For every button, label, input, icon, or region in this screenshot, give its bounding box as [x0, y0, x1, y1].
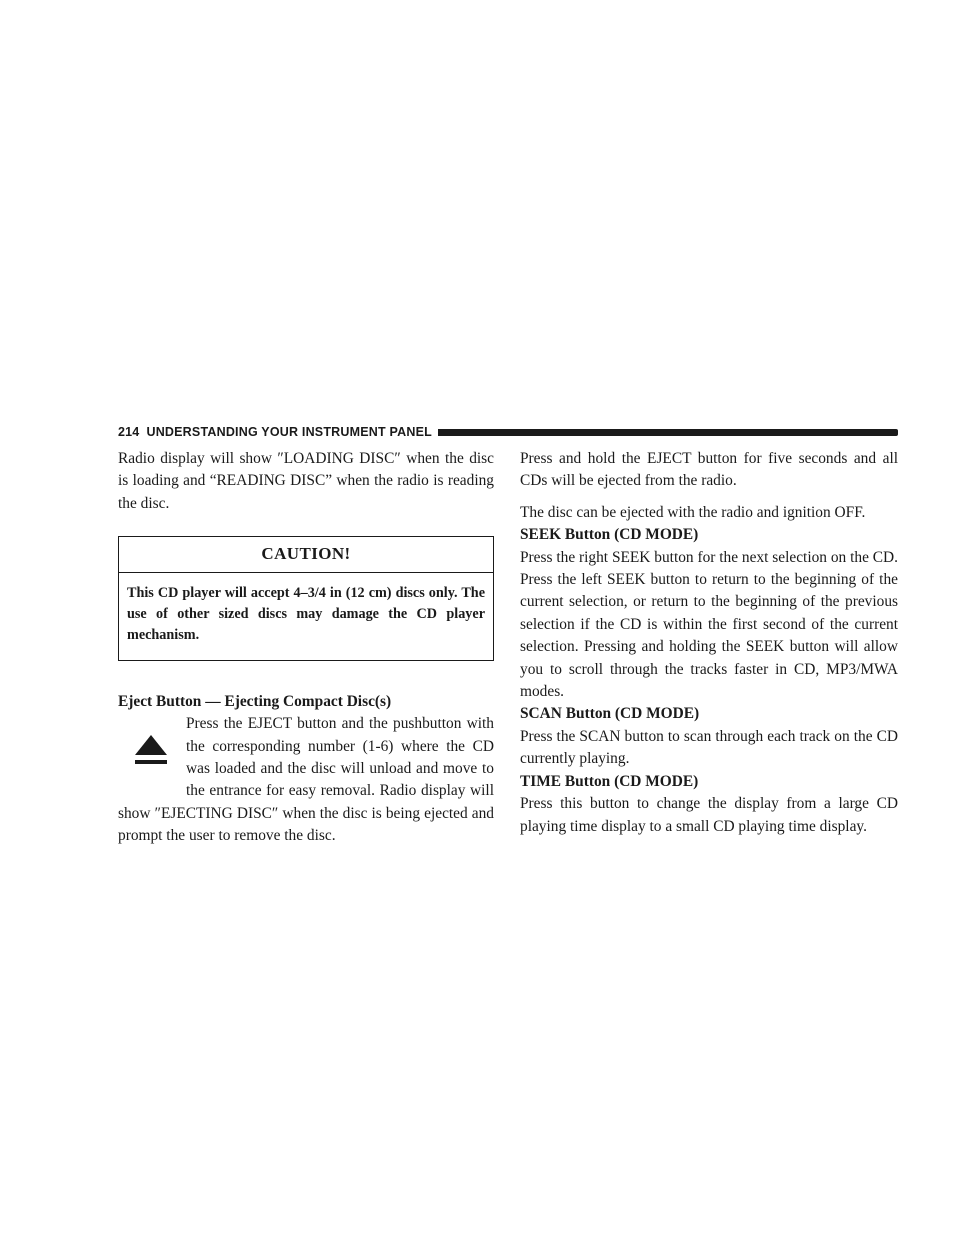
seek-heading: SEEK Button (CD MODE): [520, 526, 699, 544]
time-paragraph: Press this button to change the display from a large CD playing time display to a small CD playing time display.: [520, 795, 898, 835]
eject-heading: Eject Button — Ejecting Compact Disc(s): [118, 692, 392, 710]
eject-off-paragraph: The disc can be ejected with the radio and ignition OFF.: [520, 503, 866, 521]
seek-paragraph: Press the right SEEK button for the next selection on the CD. Press the left SEEK button to return to the beginning of the current selection, or return to the beginning of the previous selection if the CD is within the first second of the current selection. Pressing and holding the SEEK button will allow you to scroll through the tracks faster in CD, MP3/MWA modes.: [520, 548, 898, 701]
scan-paragraph: Press the SCAN button to scan through each track on the CD currently playing.: [520, 727, 898, 768]
eject-all-paragraph: Press and hold the EJECT button for five seconds and all CDs will be ejected from the radio.: [520, 450, 898, 490]
section-title: UNDERSTANDING YOUR INSTRUMENT PANEL: [146, 425, 432, 439]
scan-heading: SCAN Button (CD MODE): [520, 705, 700, 723]
eject-section: [118, 713, 494, 847]
time-heading: TIME Button (CD MODE): [520, 772, 699, 790]
left-column: [118, 448, 494, 848]
page-number: 214: [118, 425, 140, 439]
caution-text: This CD player will accept 4–3/4 in (12 cm) discs only. The use of other sized discs may damage the CD player mechanism.: [127, 584, 485, 644]
intro-paragraph: Radio display will show ″LOADING DISC″ when the disc is loading and “READING DISC” when the radio is reading the disc.: [118, 450, 494, 512]
eject-icon: [118, 713, 186, 799]
caution-box: [118, 536, 494, 661]
header-rule: [438, 429, 898, 436]
caution-title: CAUTION!: [119, 537, 493, 572]
running-header: [118, 423, 898, 441]
eject-paragraph: Press the EJECT button and the pushbutton with the corresponding number (1-6) where the CD was loaded and the disc will unload and move to the entrance for easy removal. Radio display will show ″EJECTING DISC″ when the disc is being ejected and prompt the user to remove the disc.: [118, 715, 494, 845]
right-column: [520, 448, 898, 838]
